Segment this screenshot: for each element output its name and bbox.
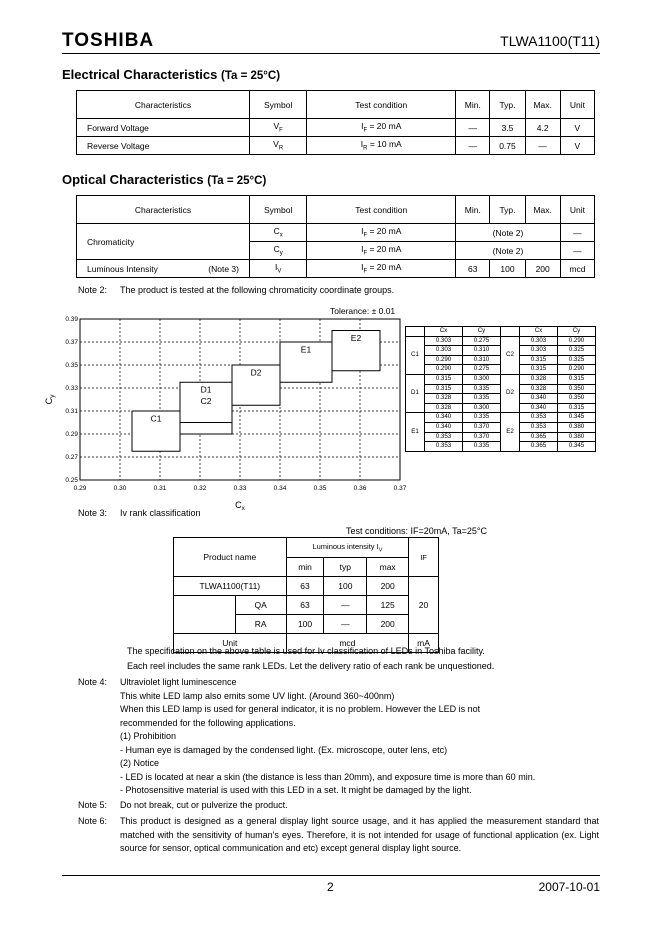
table-row [77, 260, 595, 278]
unit-lum: mcd [286, 634, 408, 653]
rank-blank [174, 596, 236, 634]
note4-label: Note 4: [78, 677, 108, 687]
rank-typ: — [324, 615, 367, 634]
coord-cy: 0.315 [558, 374, 596, 384]
note4-line: Ultraviolet light luminescence [120, 677, 237, 687]
chromaticity-label: Chromaticity [77, 224, 250, 260]
coord-cx: 0.353 [425, 442, 463, 452]
y-axis-label-sub: y [49, 394, 56, 398]
coord-cy: 0.310 [463, 355, 501, 365]
coord-cx: 0.303 [425, 336, 463, 346]
row-max: 4.2 [525, 119, 560, 137]
product-max: 200 [367, 577, 409, 596]
spec-text: The specification on the above table is used for Iv classification of LEDs in Toshiba facility. [127, 646, 485, 656]
coord-cy: 0.335 [463, 394, 501, 404]
col-typ: Typ. [490, 196, 525, 224]
group-label: C2 [501, 336, 520, 374]
coord-cx: 0.353 [520, 422, 558, 432]
coord-cy: 0.370 [463, 422, 501, 432]
row-condition: $I_F = 20$ mA [307, 260, 456, 278]
y-tick-label: 0.29 [65, 431, 78, 438]
coord-cx: 0.303 [520, 346, 558, 356]
coord-cx: 0.340 [425, 422, 463, 432]
note5-label: Note 5: [78, 800, 108, 810]
coord-header: Cy [463, 327, 501, 337]
coord-cx: 0.315 [425, 374, 463, 384]
product-name-header: Product name [174, 538, 287, 577]
coord-cx: 0.340 [520, 394, 558, 404]
lum-intensity-label: Luminous Intensity (Note 3) [77, 260, 250, 278]
min-header: min [286, 558, 324, 577]
row-name: Forward Voltage [77, 119, 250, 137]
electrical-title: Electrical Characteristics (Ta = 25°C) [62, 67, 281, 82]
lum-intensity-header: Luminous intensity $I_V$ [286, 538, 408, 558]
coord-cx: 0.353 [425, 432, 463, 442]
y-tick-label: 0.27 [65, 454, 78, 461]
coord-cy: 0.370 [463, 432, 501, 442]
page-number: 2 [327, 880, 334, 894]
note4-line: When this LED lamp is used for general indicator, it is no problem. However the LED is not [120, 704, 481, 714]
rank-min: 63 [286, 596, 324, 615]
y-tick-label: 0.35 [65, 362, 78, 369]
electrical-header-row [77, 91, 595, 119]
if-value: 20 [409, 577, 439, 634]
unit-label: Unit [174, 634, 287, 653]
row-typ: 3.5 [490, 119, 525, 137]
x-tick-label: 0.29 [73, 485, 87, 492]
coord-row [406, 336, 596, 346]
chromaticity-chart [40, 313, 406, 513]
coord-cy: 0.345 [558, 442, 596, 452]
note4-line: (1) Prohibition [120, 731, 177, 741]
row-unit: mcd [560, 260, 594, 278]
note3-label: Note 3: [78, 508, 108, 518]
row-min: — [456, 137, 490, 155]
part-number: TLWA1100(T11) [500, 33, 600, 49]
coord-cx: 0.365 [520, 432, 558, 442]
x-axis-label [235, 500, 246, 512]
coord-cy: 0.350 [558, 384, 596, 394]
coord-cx: 0.340 [425, 413, 463, 423]
coord-cy: 0.300 [463, 374, 501, 384]
coord-cx: 0.328 [425, 403, 463, 413]
rank-min: 100 [286, 615, 324, 634]
row-condition: $I_R = 10$ mA [307, 137, 456, 155]
coord-cx: 0.303 [425, 346, 463, 356]
row-condition: $I_F = 20$ mA [307, 224, 456, 242]
row-unit: — [560, 242, 594, 260]
note6-label: Note 6: [78, 816, 108, 826]
note6-text: This product is designed as a general display light source usage, and it has applied the measurement standard that matched with the sensitivity of human's eyes. Therefore, it is not intended for usage of functional application (ex. Light source for sensor, optical communication and etc) except general display light source. [120, 816, 599, 853]
coord-cy: 0.335 [463, 442, 501, 452]
col-typ: Typ. [490, 91, 525, 119]
note4-line: This white LED lamp also emits some UV light. (Around 360~400nm) [120, 690, 395, 701]
note2-label: Note 2: [78, 285, 108, 295]
region-label: C2 [200, 396, 212, 407]
y-tick-label: 0.31 [65, 408, 78, 415]
coord-cy: 0.275 [463, 336, 501, 346]
typ-header: typ [324, 558, 367, 577]
coord-cx: 0.290 [425, 365, 463, 375]
region-label: E2 [350, 332, 362, 343]
coord-cy: 0.335 [463, 384, 501, 394]
product-cell: TLWA1100(T11) [174, 577, 287, 596]
group-label: E2 [501, 413, 520, 451]
y-axis-label [44, 394, 56, 405]
row-condition: $I_F = 20$ mA [307, 242, 456, 260]
coord-cx: 0.315 [425, 384, 463, 394]
note5-text: Do not break, cut or pulverize the product. [120, 800, 288, 810]
row-unit: V [560, 119, 594, 137]
rank-header-row [174, 538, 439, 558]
coord-cx: 0.328 [520, 384, 558, 394]
col-symbol: Symbol [250, 196, 307, 224]
x-tick-label: 0.31 [153, 485, 167, 492]
row-max: 200 [525, 260, 560, 278]
y-tick-label: 0.39 [65, 316, 78, 323]
note3-text: Iv rank classification [120, 508, 201, 518]
footer-rule [62, 875, 600, 876]
rank-table [173, 537, 439, 653]
row-min: 63 [456, 260, 490, 278]
coord-cx: 0.303 [520, 336, 558, 346]
table-row [77, 119, 595, 137]
group-label: C1 [406, 336, 425, 374]
coord-blank [501, 327, 520, 337]
coord-cy: 0.380 [558, 422, 596, 432]
row-symbol: $V_F$ [250, 119, 307, 137]
col-max: Max. [525, 91, 560, 119]
if-header: IF [409, 538, 439, 577]
row-max: — [525, 137, 560, 155]
row-unit: — [560, 224, 594, 242]
group-label: D1 [406, 374, 425, 412]
x-axis-label-sub: x [241, 505, 245, 512]
y-axis-label-main: C [44, 397, 54, 405]
coord-cx: 0.290 [425, 355, 463, 365]
coord-cx: 0.365 [520, 442, 558, 452]
col-symbol: Symbol [250, 91, 307, 119]
coord-header: Cx [520, 327, 558, 337]
x-tick-label: 0.36 [353, 485, 367, 492]
note4-body [120, 676, 599, 798]
col-unit: Unit [560, 196, 594, 224]
max-header: max [367, 558, 409, 577]
coord-cy: 0.345 [558, 413, 596, 423]
coord-cx: 0.315 [520, 365, 558, 375]
chart-tolerance: Tolerance: ± 0.01 [330, 306, 396, 316]
unit-if: mA [409, 634, 439, 653]
row-name: Reverse Voltage [77, 137, 250, 155]
region-label: C1 [150, 413, 162, 424]
rank-max: 200 [367, 615, 409, 634]
coord-cx: 0.353 [520, 413, 558, 423]
note4-line: - Photosensitive material is used with this LED in a set. It might be damaged by the light. [120, 785, 472, 795]
x-axis-label-main: C [235, 500, 242, 510]
toshiba-logo: TOSHIBA [62, 30, 155, 51]
rank-typ: — [324, 596, 367, 615]
note2-ref: (Note 2) [456, 242, 561, 260]
optical-header-row [77, 196, 595, 224]
col-characteristics: Characteristics [77, 196, 250, 224]
product-typ: 100 [324, 577, 367, 596]
coord-cy: 0.290 [558, 365, 596, 375]
table-row [174, 577, 439, 596]
note4-line: recommended for the following applications. [120, 717, 296, 728]
x-tick-label: 0.30 [113, 485, 127, 492]
coord-cy: 0.325 [558, 355, 596, 365]
coord-header: Cx [425, 327, 463, 337]
table-row [174, 596, 439, 615]
cy-symbol: $C_y$ [250, 242, 307, 260]
col-max: Max. [525, 196, 560, 224]
region-label: D1 [200, 384, 212, 395]
col-test-condition: Test condition [307, 196, 456, 224]
coord-cy: 0.335 [463, 413, 501, 423]
header-rule [62, 53, 600, 54]
coordinate-table [405, 326, 596, 452]
coord-cy: 0.325 [558, 346, 596, 356]
cx-symbol: $C_x$ [250, 224, 307, 242]
coord-cx: 0.315 [520, 355, 558, 365]
x-tick-label: 0.33 [233, 485, 247, 492]
row-typ: 0.75 [490, 137, 525, 155]
rank-max: 125 [367, 596, 409, 615]
coord-cy: 0.275 [463, 365, 501, 375]
coord-header: Cy [558, 327, 596, 337]
product-min: 63 [286, 577, 324, 596]
note2-text: The product is tested at the following chromaticity coordinate groups. [120, 285, 395, 295]
col-min: Min. [456, 91, 490, 119]
table-row [77, 137, 595, 155]
col-unit: Unit [560, 91, 594, 119]
coord-cy: 0.290 [558, 336, 596, 346]
x-tick-label: 0.35 [313, 485, 327, 492]
col-test-condition: Test condition [307, 91, 456, 119]
rank-name: RA [235, 615, 286, 634]
note4-line: - LED is located at near a skin (the distance is less than 20mm), and exposure time is more than 60 min. [120, 771, 536, 782]
coord-cy: 0.300 [463, 403, 501, 413]
coord-blank [406, 327, 425, 337]
x-tick-label: 0.32 [193, 485, 207, 492]
row-unit: V [560, 137, 594, 155]
coord-row [406, 374, 596, 384]
note2-ref: (Note 2) [456, 224, 561, 242]
lum-symbol: $I_V$ [250, 260, 307, 278]
x-tick-label: 0.37 [393, 485, 406, 492]
region-label: D2 [250, 367, 262, 378]
table-row [77, 224, 595, 242]
col-characteristics: Characteristics [77, 91, 250, 119]
group-label: E1 [406, 413, 425, 451]
reel-text: Each reel includes the same rank LEDs. Let the delivery ratio of each rank be unquestioned. [127, 661, 495, 671]
y-tick-label: 0.37 [65, 339, 78, 346]
coord-header-row [406, 327, 596, 337]
group-label: D2 [501, 374, 520, 412]
x-tick-label: 0.34 [273, 485, 287, 492]
footer-date: 2007-10-01 [538, 880, 600, 894]
coord-cx: 0.328 [520, 374, 558, 384]
rank-name: QA [235, 596, 286, 615]
coord-cy: 0.310 [463, 346, 501, 356]
optical-title: Optical Characteristics (Ta = 25°C) [62, 172, 267, 187]
row-symbol: $V_R$ [250, 137, 307, 155]
coord-cx: 0.340 [520, 403, 558, 413]
coord-cx: 0.328 [425, 394, 463, 404]
note4-line: - Human eye is damaged by the condensed light. (Ex. microscope, outer lens, etc) [120, 744, 448, 755]
test-conditions: Test conditions: IF=20mA, Ta=25°C [346, 526, 488, 536]
coord-row [406, 413, 596, 423]
row-condition: $I_F = 20$ mA [307, 119, 456, 137]
coord-cy: 0.350 [558, 394, 596, 404]
coord-cy: 0.380 [558, 432, 596, 442]
row-min: — [456, 119, 490, 137]
note4-line: (2) Notice [120, 758, 160, 768]
y-tick-label: 0.25 [65, 477, 78, 484]
optical-table [76, 195, 595, 278]
electrical-table [76, 90, 595, 155]
y-tick-label: 0.33 [65, 385, 78, 392]
region-label: E1 [300, 344, 312, 355]
col-min: Min. [456, 196, 490, 224]
coord-cy: 0.315 [558, 403, 596, 413]
row-typ: 100 [490, 260, 525, 278]
